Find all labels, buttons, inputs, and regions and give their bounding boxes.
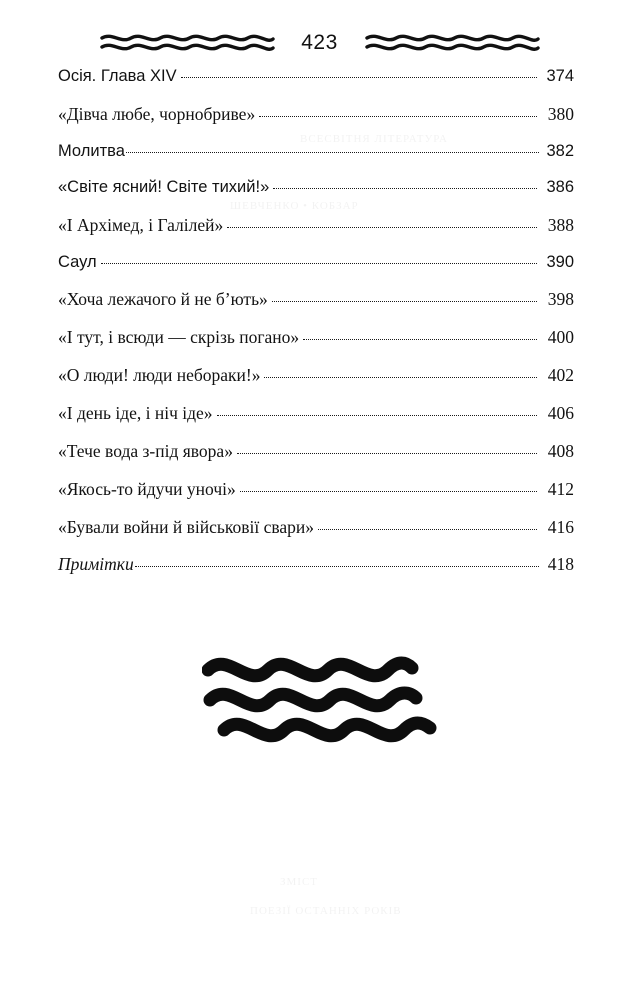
toc-entry-page: 412 bbox=[547, 478, 574, 499]
toc-entry-page: 418 bbox=[547, 554, 574, 575]
toc-entry-title: Осія. Глава XIV bbox=[58, 67, 177, 85]
toc-entry[interactable] bbox=[58, 141, 574, 162]
toc-leader-dots bbox=[240, 491, 537, 492]
toc-leader-dots bbox=[237, 453, 537, 454]
toc-entry-page: 398 bbox=[547, 289, 574, 310]
toc-entry-title: Саул bbox=[58, 252, 97, 271]
wave-rule-left-icon bbox=[100, 33, 275, 53]
toc-entry[interactable] bbox=[58, 440, 574, 462]
toc-entry-title: «Хоча лежачого й не б’ють» bbox=[58, 289, 268, 310]
toc-entry-title: Примітки bbox=[58, 554, 134, 575]
toc-entry-title: «І день іде, і ніч іде» bbox=[58, 402, 213, 423]
toc-entry[interactable] bbox=[58, 553, 574, 575]
toc-entry[interactable] bbox=[58, 214, 574, 236]
toc-leader-dots bbox=[273, 188, 537, 189]
toc-leader-dots bbox=[264, 377, 537, 378]
bleed-through-text: ПОЕЗІЇ ОСТАННІХ РОКІВ bbox=[250, 905, 402, 917]
toc-entry[interactable] bbox=[58, 103, 574, 125]
toc-leader-dots bbox=[272, 301, 537, 302]
toc-entry[interactable] bbox=[58, 66, 574, 87]
toc-entry-title: «Світе ясний! Світе тихий!» bbox=[58, 178, 270, 197]
toc-entry-page: 380 bbox=[547, 103, 574, 124]
toc-leader-dots bbox=[217, 415, 537, 416]
toc-leader-dots bbox=[101, 263, 537, 264]
toc-entry-page: 382 bbox=[546, 141, 574, 160]
toc-entry-title: «О люди! люди неборакиǃ» bbox=[58, 365, 261, 385]
toc-leader-dots bbox=[126, 152, 539, 153]
toc-leader-dots bbox=[135, 566, 539, 567]
toc-entry[interactable] bbox=[58, 252, 574, 273]
toc-entry-page: 408 bbox=[547, 440, 574, 461]
toc-entry-title: Молитва bbox=[58, 141, 125, 160]
toc-entry-page: 402 bbox=[547, 365, 574, 385]
toc-entry-page: 374 bbox=[546, 67, 574, 85]
toc-entry[interactable] bbox=[58, 478, 574, 500]
toc-entry-page: 400 bbox=[547, 327, 574, 348]
wave-ornament-icon bbox=[0, 648, 639, 752]
toc-entry[interactable] bbox=[58, 288, 574, 310]
bleed-through-text: ВСЕСВІТНЯ ЛІТЕРАТУРА bbox=[300, 133, 448, 145]
toc-entry[interactable] bbox=[58, 516, 574, 538]
toc-leader-dots bbox=[181, 77, 537, 78]
bleed-through-text: ЗМІСТ bbox=[280, 876, 319, 888]
toc-entry-title: «І тут, і всюди — скрізь погано» bbox=[58, 327, 300, 348]
toc-leader-dots bbox=[259, 116, 537, 117]
toc-entry[interactable] bbox=[58, 402, 574, 424]
toc-leader-dots bbox=[227, 227, 537, 228]
toc-entry-page: 406 bbox=[547, 402, 574, 423]
toc-entry-page: 386 bbox=[546, 178, 574, 197]
toc-entry-page: 388 bbox=[547, 214, 574, 235]
page-header bbox=[58, 26, 581, 60]
bleed-through-text: ШЕВЧЕНКО • КОБЗАР bbox=[230, 200, 359, 212]
toc-entry-title: «І Архімед, і Галілей» bbox=[58, 214, 224, 235]
toc-entry-page: 416 bbox=[547, 516, 574, 537]
toc-entry-title: «Якось-то йдучи уночі» bbox=[58, 478, 236, 499]
toc-entry[interactable] bbox=[58, 364, 574, 386]
table-of-contents bbox=[58, 66, 574, 591]
page-number: 423 bbox=[301, 31, 338, 54]
toc-leader-dots bbox=[303, 339, 537, 340]
toc-entry-title: «Дівча любе, чорнобриве» bbox=[58, 103, 256, 124]
toc-leader-dots bbox=[318, 529, 537, 530]
toc-entry-title: «Тече вода з-під явора» bbox=[58, 440, 233, 461]
toc-entry-title: «Бували войни й військовії свари» bbox=[58, 516, 315, 537]
toc-entry[interactable] bbox=[58, 177, 574, 198]
toc-entry-page: 390 bbox=[546, 252, 574, 271]
toc-entry[interactable] bbox=[58, 326, 574, 348]
wave-rule-right-icon bbox=[365, 33, 540, 53]
